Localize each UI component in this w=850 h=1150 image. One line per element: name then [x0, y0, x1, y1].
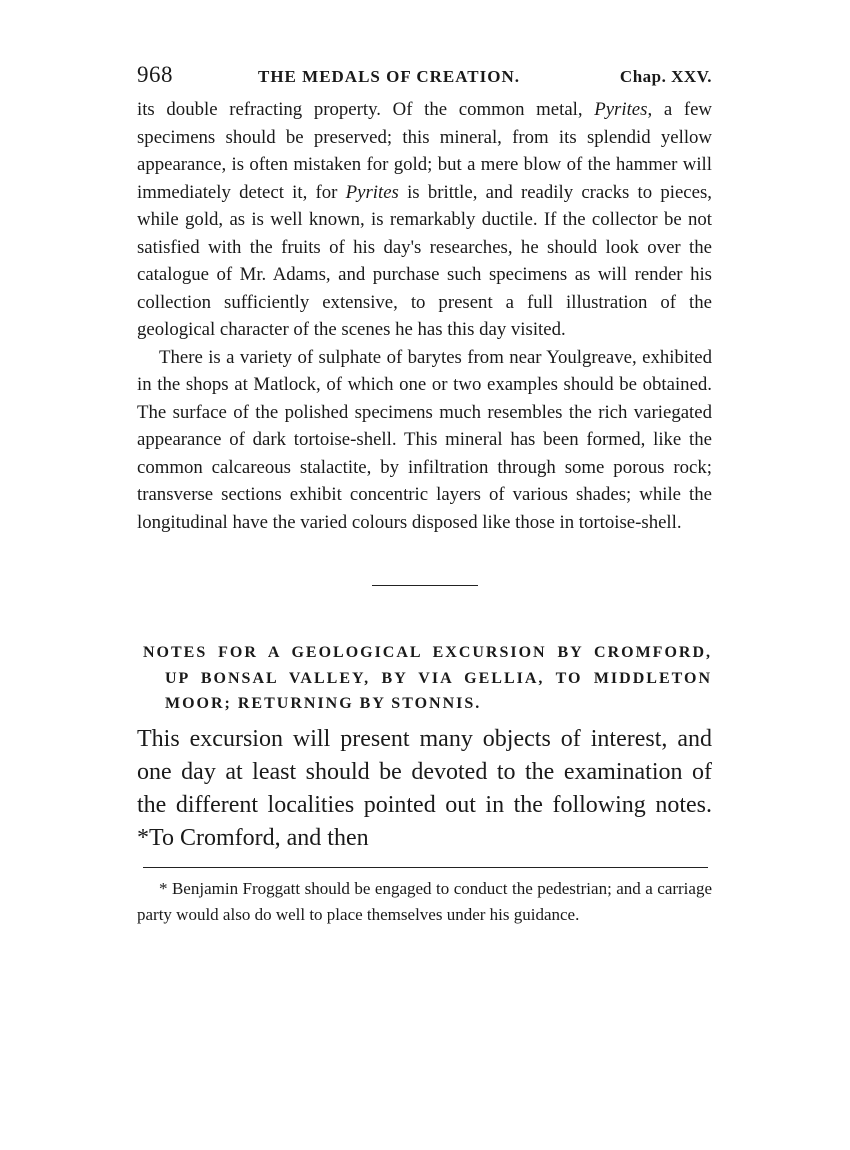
body-text	[137, 96, 712, 536]
book-page	[137, 62, 712, 928]
paragraph-text: its double refracting property. Of the common metal,	[137, 99, 595, 120]
paragraph-text: , a few specimens should be preserved; this mineral, from its splendid yellow appearance, is often mistaken for gold; but a mere blow of the hammer will immediately detect it, for	[137, 99, 712, 203]
italic-term: Pyrites	[594, 99, 648, 120]
footnote-rule	[143, 867, 708, 868]
page-number: 968	[137, 62, 173, 87]
section-divider	[372, 585, 478, 586]
paragraph-pyrites	[137, 96, 712, 344]
paragraph-text: is brittle, and readily cracks to pieces, while gold, as is well known, is remarkably ductile. If the collector be not satisfied with the fruits of his day's researches, he should look over the catalogue of Mr. Adams, and purchase such specimens as will render his collection sufficiently extensive, to present a full illustration of the geological character of the scenes he has this day visited.	[137, 181, 712, 340]
footnote-text: * Benjamin Froggatt should be engaged to conduct the pedestrian; and a carriage party would also do well to place themselves under his guidance.	[137, 878, 712, 924]
footnote	[137, 876, 712, 928]
paragraph-barytes: There is a variety of sulphate of barytes from near Youlgreave, exhibited in the shops at Matlock, of which one or two examples should be obtained. The surface of the polished specimens much resembles the rich variegated appearance of dark tortoise-shell. This mineral has been formed, like the common calcareous stalactite, by infiltration through some porous rock; transverse sections exhibit concentric layers of various shades; while the longitudinal have the varied colours disposed like those in tortoise-shell.	[137, 346, 712, 533]
section-heading: NOTES FOR A GEOLOGICAL EXCURSION BY CROMFORD, UP BONSAL VALLEY, BY VIA GELLIA, TO MIDDLETON MOOR; RETURNING BY STONNIS.	[143, 644, 712, 712]
running-head	[137, 62, 712, 96]
section-intro	[137, 723, 712, 855]
intro-paragraph: This excursion will present many objects of interest, and one day at least should be devoted to the examination of the different localities pointed out in the following notes. *To Cromford, and then	[137, 725, 712, 851]
italic-term: Pyrites	[345, 181, 399, 203]
running-chapter: Chap. XXV.	[619, 67, 712, 86]
running-title: THE MEDALS OF CREATION.	[258, 67, 520, 86]
